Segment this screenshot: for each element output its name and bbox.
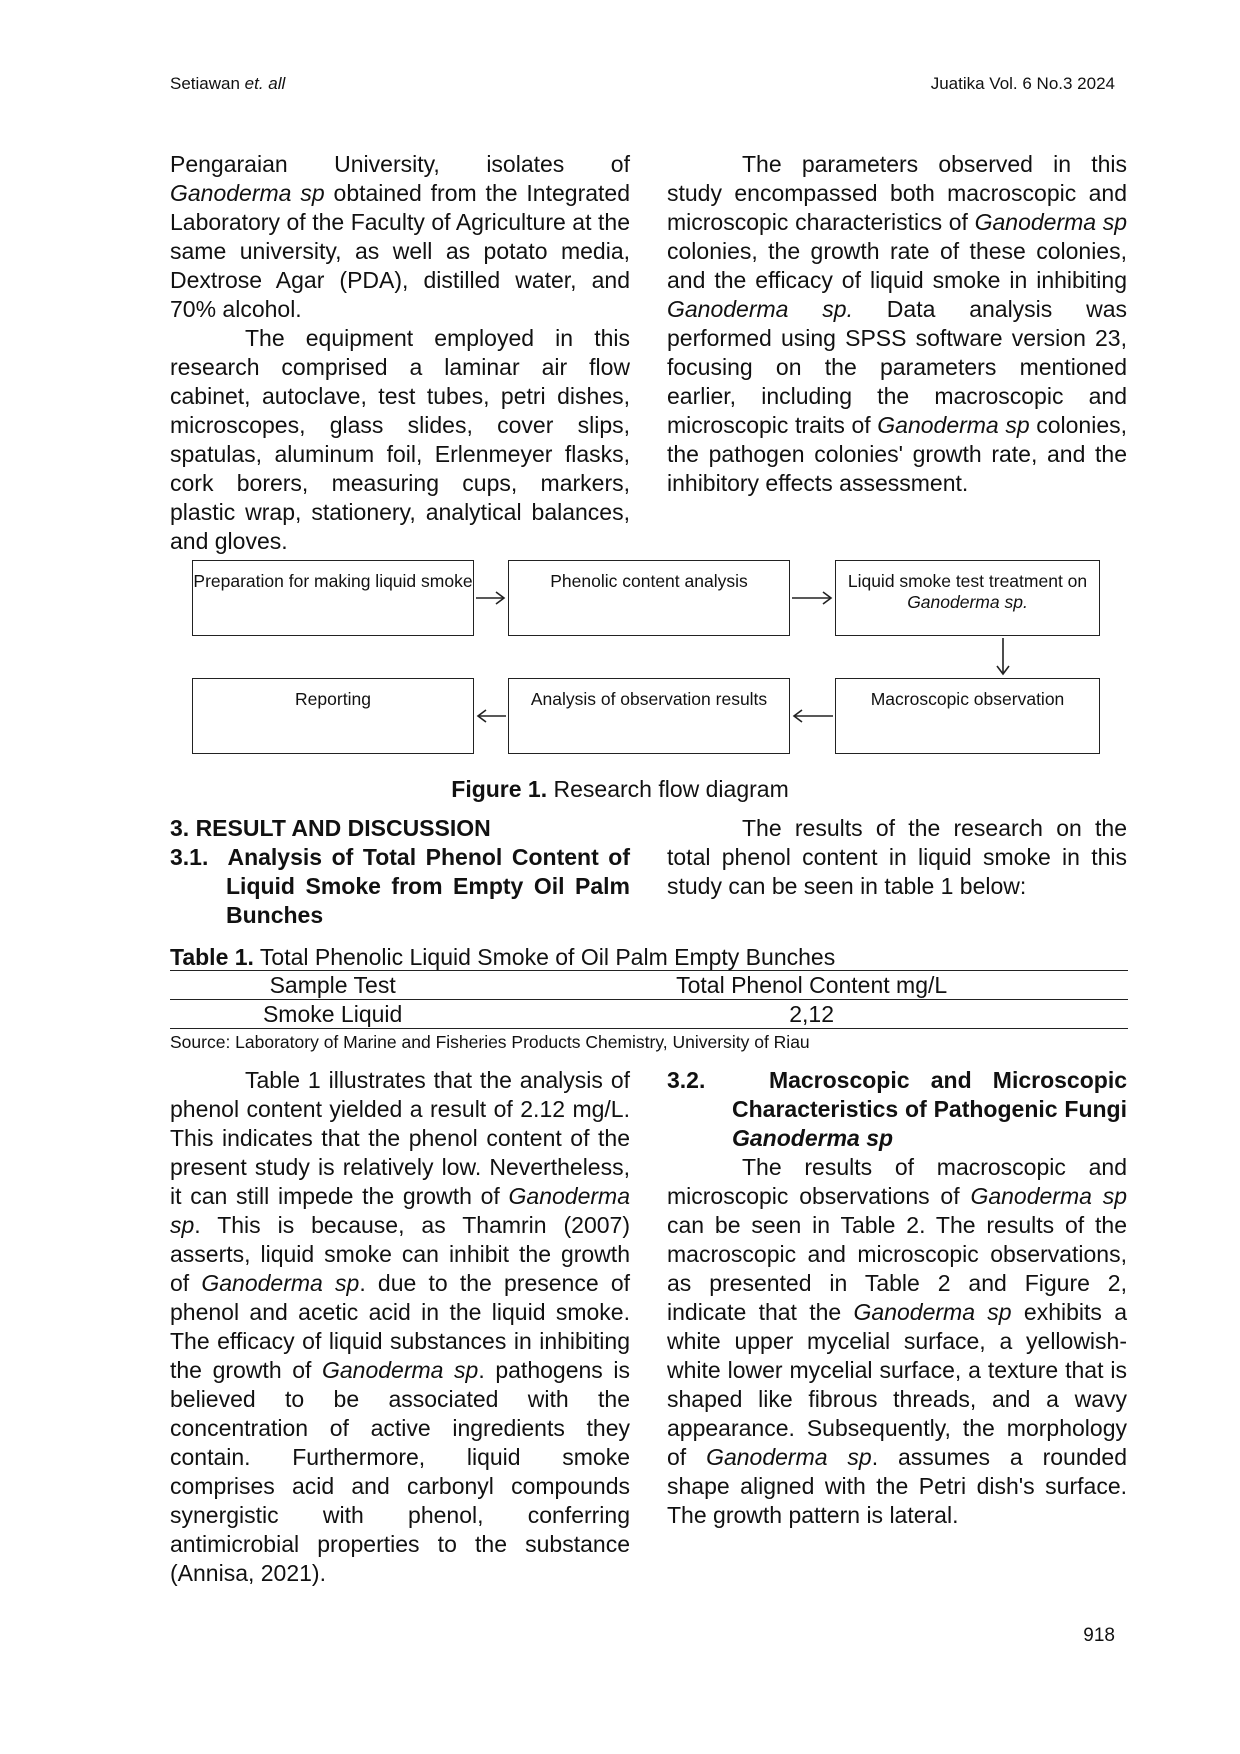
paragraph-macroscopic: The results of macroscopic and microscopic observations of Ganoderma sp can be seen in Table 2. The results of the macroscopic and microscopic observations, as presented in Table 2 and Figure 2, indicate that the Ganoderma sp exhibits a white upper mycelial surface, a yellowish-white lower mycelial surface, a texture that is shaped like fibrous threads, and a wavy appearance. Subsequently, the morphology of Ganoderma sp. assumes a rounded shape aligned with the Petri dish's surface. The growth pattern is lateral.	[667, 1154, 1128, 1528]
paragraph-equipment: The equipment employed in this research comprised a laminar air flow cabinet, autoclave, test tubes, petri dishes, microscopes, glass slides, cover slips, spatulas, aluminum foil, Erlenmeyer flasks, cork borers, measuring cups, markers, plastic wrap, stationery, analytical balances, and gloves.	[170, 325, 630, 554]
paragraph-materials: Pengaraian University, isolates of Ganoderma sp obtained from the Integrated Laboratory of the Faculty of Agriculture at the same university, as well as potato media, Dextrose Agar (PDA), distilled water, and 70% alcohol.	[170, 151, 630, 322]
header-authors-etal: et. all	[244, 74, 286, 93]
table-header-phenol: Total Phenol Content mg/L	[495, 971, 1128, 1000]
running-header-authors	[170, 74, 285, 94]
paragraph-table-intro: The results of the research on the total phenol content in liquid smoke in this study can be seen in table 1 below:	[667, 815, 1127, 899]
flow-box-phenolic-analysis: Phenolic content analysis	[508, 560, 790, 636]
flow-box-preparation: Preparation for making liquid smoke	[192, 560, 474, 636]
table-header-sample: Sample Test	[170, 971, 495, 1000]
table-1-title: Table 1. Total Phenolic Liquid Smoke of Oil Palm Empty Bunches	[170, 944, 836, 970]
table-cell-value: 2,12	[495, 1000, 1128, 1029]
paragraph-table-discussion: Table 1 illustrates that the analysis of phenol content yielded a result of 2.12 mg/L. This indicates that the phenol content of the present study is relatively low. Nevertheless, it can still impede the growth of Ganoderma sp. This is because, as Thamrin (2007) asserts, liquid smoke can inhibit the growth of Ganoderma sp. due to the presence of phenol and acetic acid in the liquid smoke. The efficacy of liquid substances in inhibiting the growth of Ganoderma sp. pathogens is believed to be associated with the concentration of active ingredients they contain. Furthermore, liquid smoke comprises acid and carbonyl compounds synergistic with phenol, conferring antimicrobial properties to the substance (Annisa, 2021).	[170, 1067, 631, 1586]
flow-box-reporting: Reporting	[192, 678, 474, 754]
flow-box-analysis-results: Analysis of observation results	[508, 678, 790, 754]
left-column-bottom	[170, 1066, 630, 1588]
flow-box-macroscopic: Macroscopic observation	[835, 678, 1100, 754]
table-1	[170, 970, 1128, 1029]
section-3-right	[667, 814, 1127, 901]
right-column-top	[667, 150, 1127, 498]
subsection-3-1-heading: 3.1. Analysis of Total Phenol Content of Liquid Smoke from Empty Oil Palm Bunches	[170, 844, 630, 928]
figure-caption: Figure 1. Research flow diagram	[451, 776, 789, 802]
page-number: 918	[1083, 1625, 1115, 1646]
section-heading: 3. RESULT AND DISCUSSION	[170, 815, 491, 841]
research-flow-diagram	[190, 560, 1110, 760]
right-column-bottom	[667, 1066, 1127, 1530]
table-cell-sample: Smoke Liquid	[170, 1000, 495, 1029]
subsection-3-2-heading: 3.2. Macroscopic and Microscopic Characteristics of Pathogenic Fungi Ganoderma sp	[667, 1067, 1128, 1151]
paragraph-parameters: The parameters observed in this study encompassed both macroscopic and microscopic characteristics of Ganoderma sp colonies, the growth rate of these colonies, and the efficacy of liquid smoke in inhibiting Ganoderma sp. Data analysis was performed using SPSS software version 23, focusing on the parameters mentioned earlier, including the macroscopic and microscopic traits of Ganoderma sp colonies, the pathogen colonies' growth rate, and the inhibitory effects assessment.	[667, 151, 1128, 496]
table-row	[170, 1000, 1128, 1029]
section-3-left	[170, 814, 630, 930]
table-source-note: Source: Laboratory of Marine and Fisheries Products Chemistry, University of Riau	[170, 1032, 810, 1052]
running-header-journal: Juatika Vol. 6 No.3 2024	[930, 74, 1115, 93]
header-authors: Setiawan	[170, 74, 240, 93]
flow-box-liquid-smoke-test: Liquid smoke test treatment on Ganoderma sp.	[835, 560, 1100, 636]
left-column-top	[170, 150, 630, 556]
flow-arrows	[190, 560, 1110, 760]
